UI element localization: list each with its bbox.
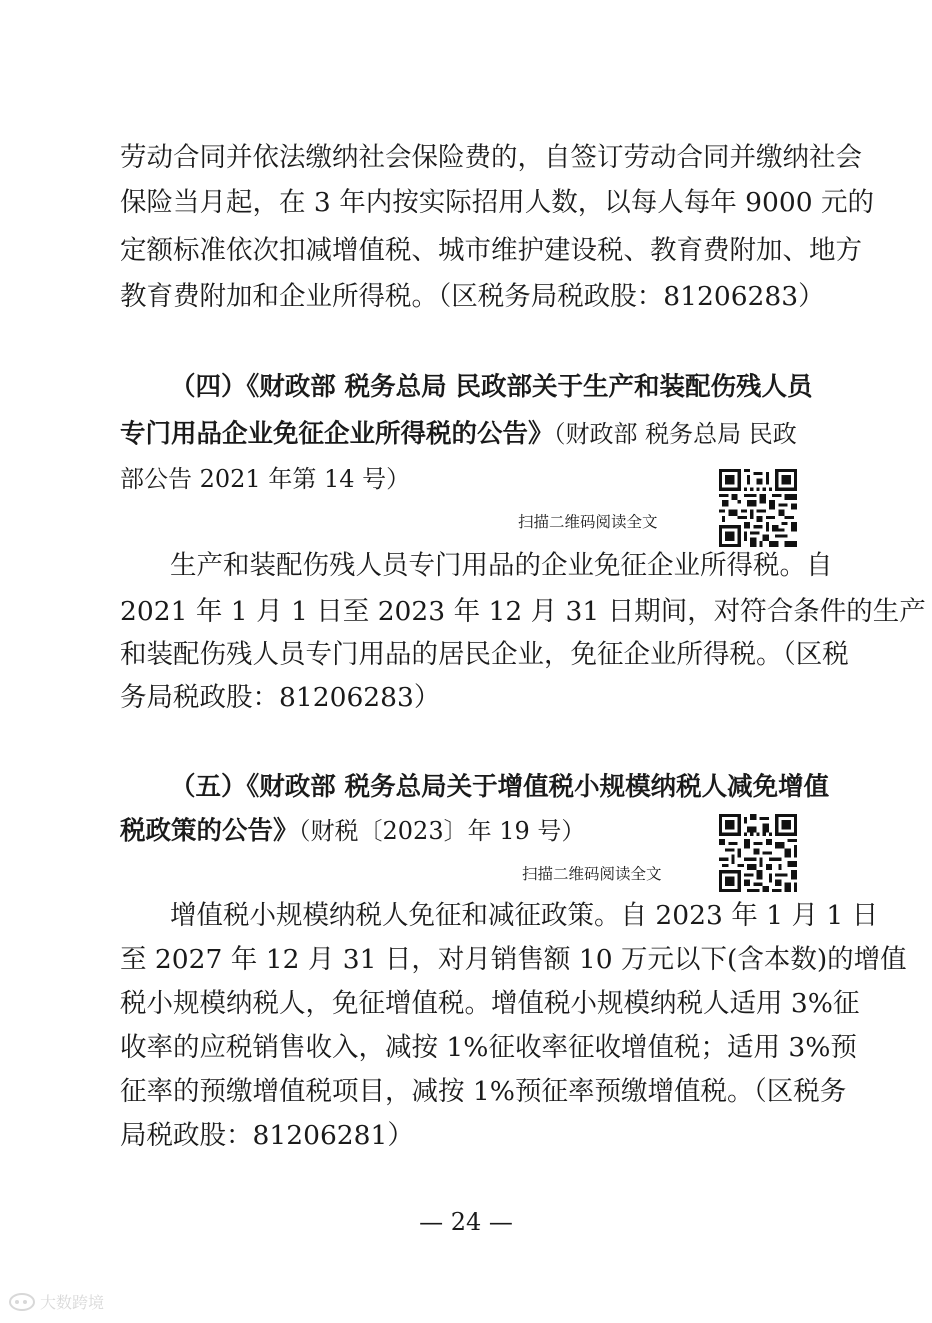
qr-caption: 扫描二维码阅读全文	[522, 865, 662, 883]
qr-code-icon[interactable]	[719, 814, 797, 892]
section4-title-end: 专门用品企业免征企业所得税的公告》	[120, 419, 554, 449]
text-line: 征率的预缴增值税项目，减按 1%预征率预缴增值税。（区税务	[120, 1076, 847, 1107]
text-line: 和装配伤残人员专门用品的居民企业，免征企业所得税。（区税	[120, 639, 849, 670]
section5-title-end: 税政策的公告》	[120, 816, 299, 846]
text-line: 2021 年 1 月 1 日至 2023 年 12 月 31 日期间，对符合条件的生产	[120, 596, 926, 627]
text-line: 务局税政股：81206283）	[120, 682, 441, 713]
text-line: 定额标准依次扣减增值税、城市维护建设税、教育费附加、地方	[120, 235, 862, 266]
text-line: 税小规模纳税人，免征增值税。增值税小规模纳税人适用 3%征	[120, 988, 860, 1019]
section4-heading: （四）《财政部 税务总局 民政部关于生产和装配伤残人员	[170, 372, 813, 402]
text-line: 增值税小规模纳税人免征和减征政策。自 2023 年 1 月 1 日	[170, 900, 879, 931]
section5-doc-number: （财税〔2023〕年 19 号）	[298, 817, 586, 845]
section4-doc-number-line: 部公告 2021 年第 14 号）	[120, 465, 411, 493]
qr-code-icon[interactable]	[719, 469, 797, 547]
qr-code-graphic	[719, 469, 797, 547]
text-line: 至 2027 年 12 月 31 日，对月销售额 10 万元以下(含本数)的增值	[120, 944, 907, 975]
text-line: 保险当月起，在 3 年内按实际招用人数，以每人每年 9000 元的	[120, 187, 874, 218]
section4-heading-line2	[120, 416, 797, 452]
section4-doc-number: （财政部 税务总局 民政	[553, 420, 797, 448]
text-line: 生产和装配伤残人员专门用品的企业免征企业所得税。自	[170, 550, 833, 581]
text-line: 局税政股：81206281）	[120, 1120, 414, 1151]
page-number: — 24 —	[419, 1208, 513, 1236]
text-line: 收率的应税销售收入，减按 1%征收率征收增值税；适用 3%预	[120, 1032, 857, 1063]
section5-heading: （五）《财政部 税务总局关于增值税小规模纳税人减免增值	[170, 772, 830, 802]
watermark	[8, 1290, 104, 1313]
section5-heading-line2	[120, 813, 585, 849]
watermark-logo-icon	[8, 1291, 36, 1313]
text-line: 劳动合同并依法缴纳社会保险费的，自签订劳动合同并缴纳社会	[120, 142, 862, 173]
watermark-text: 大数跨境	[40, 1293, 105, 1312]
text-line: 教育费附加和企业所得税。（区税务局税政股：81206283）	[120, 281, 825, 312]
qr-caption: 扫描二维码阅读全文	[518, 513, 658, 531]
qr-code-graphic	[719, 814, 797, 892]
